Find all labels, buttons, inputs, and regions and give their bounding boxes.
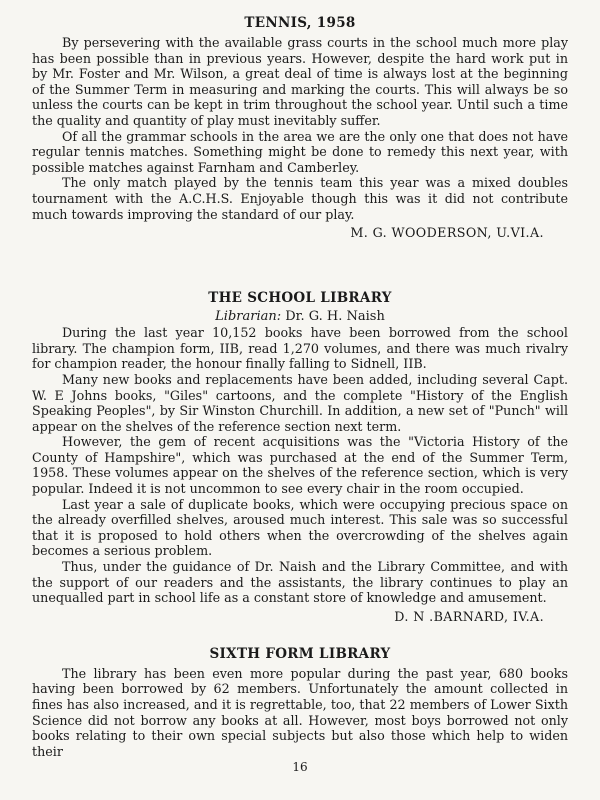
tennis-section [32,14,568,241]
library-paragraph-4: Last year a sale of duplicate books, which were occupying precious space on the already overfilled shelves, aroused much interest. This sale was so successful that it is proposed to hold others when the overcrowding of the shelves again becomes a serious problem. [32,496,568,559]
librarian-label: Librarian: [215,309,282,325]
page-number: 16 [292,760,308,774]
library-paragraph-2: Many new books and replacements have been added, including several Capt. W. E Johns books, "Giles" cartoons, and the complete "History of the English Speaking Peoples", by Sir Winston Churchill. In addition, a new set of "Punch" will appear on the shelves of the reference section next term. [32,371,568,434]
library-paragraph-3: However, the gem of recent acquisitions was the "Victoria History of the County of Hampshire", which was purchased at the end of the Summer Term, 1958. These volumes appear on the shelves of the reference section, which is very popular. Indeed it is not uncommon to see every chair in the room occupied. [32,434,568,497]
sixth-form-library-section [32,645,568,760]
library-paragraph-1: During the last year 10,152 books have been borrowed from the school library. The champion form, IIB, read 1,270 volumes, and there was much rivalry for champion reader, the honour finally falling to Sidnell, IIB. [32,325,568,372]
tennis-signature: M. G. WOODERSON, U.VI.A. [350,225,544,241]
librarian-line [32,308,568,325]
tennis-heading: TENNIS, 1958 [244,15,356,31]
library-signature: D. N .BARNARD, IV.A. [394,608,544,624]
tennis-paragraph-2: Of all the grammar schools in the area we are the only one that does not have regular tennis matches. Something might be done to remedy this next year, with possible matches against Farnham and Camberley. [32,128,568,175]
sixth-form-library-heading: SIXTH FORM LIBRARY [209,645,391,662]
school-library-heading: THE SCHOOL LIBRARY [208,290,392,307]
tennis-paragraph-3: The only match played by the tennis team this year was a mixed doubles tournament with the A.C.H.S. Enjoyable though this was it did not contribute much towards improving the standard of our play. [32,175,568,222]
librarian-name: Dr. G. H. Naish [285,309,385,325]
library-paragraph-5: Thus, under the guidance of Dr. Naish and the Library Committee, and with the support of our readers and the assistants, the library continues to play an unequalled part in school life as a constant store of knowledge and amusement. [32,559,568,606]
tennis-paragraph-1: By persevering with the available grass courts in the school much more play has been possible than in previous years. However, despite the hard work put in by Mr. Foster and Mr. Wilson, a great deal of time is always lost at the beginning of the Summer Term in measuring and marking the courts. This will always be so unless the courts can be kept in trim throughout the school year. Until such a time the quality and quantity of play must inevitably suffer. [32,35,568,128]
sixth-form-paragraph-1: The library has been even more popular during the past year, 680 books having been borrowed by 62 members. Unfortunately the amount collected in fines has also increased, and it is regrettable, too, that 22 members of Lower Sixth Science did not borrow any books at all. However, most boys borrowed not only books relating to their own special subjects but also those which help to widen their [32,665,568,759]
school-library-section [32,289,568,625]
